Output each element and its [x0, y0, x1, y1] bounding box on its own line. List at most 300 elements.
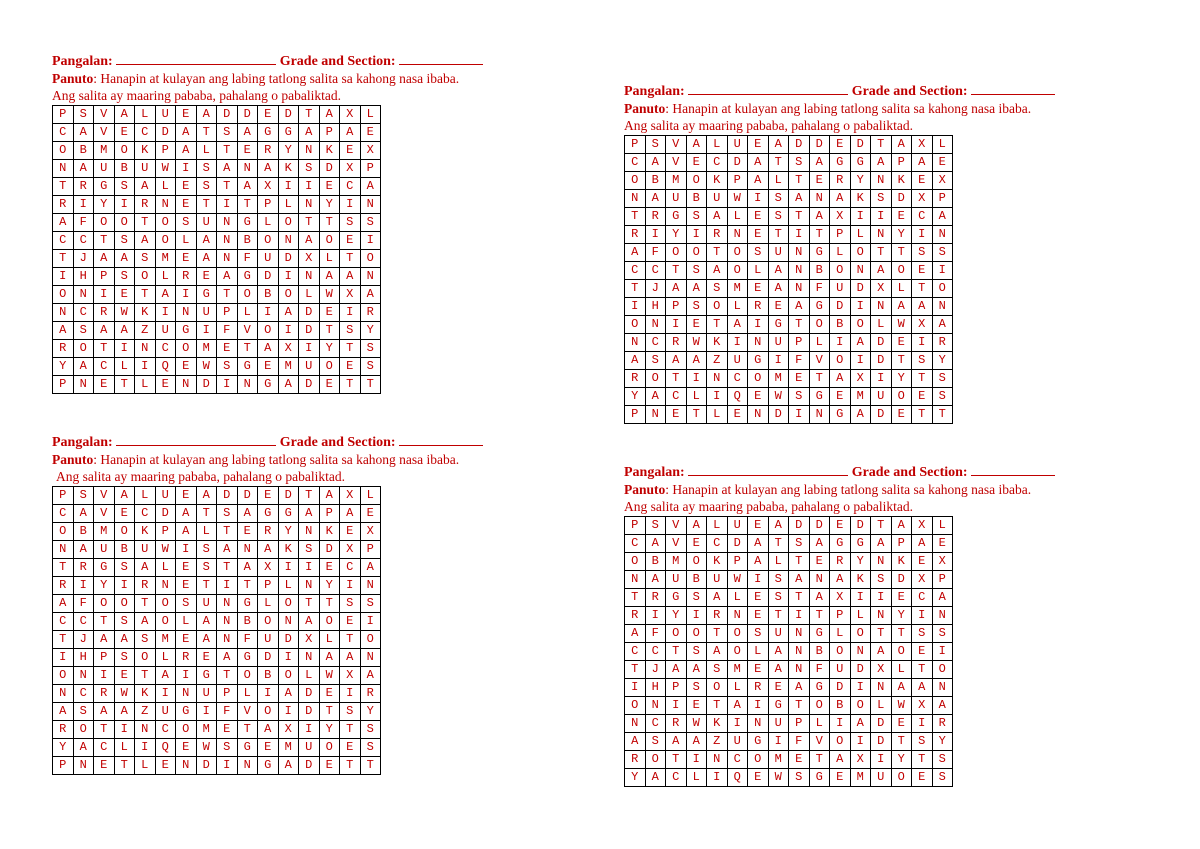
grid-cell[interactable]: F — [217, 703, 238, 721]
grid-cell[interactable]: E — [686, 535, 707, 553]
grid-cell[interactable]: O — [830, 643, 851, 661]
grid-cell[interactable]: T — [912, 406, 933, 424]
grid-cell[interactable]: T — [299, 595, 320, 613]
grid-cell[interactable]: E — [217, 340, 238, 358]
grid-cell[interactable]: E — [94, 376, 115, 394]
grid-cell[interactable]: T — [891, 733, 912, 751]
grid-cell[interactable]: A — [176, 523, 197, 541]
grid-cell[interactable]: K — [135, 523, 156, 541]
grid-cell[interactable]: G — [278, 124, 299, 142]
grid-cell[interactable]: N — [850, 643, 871, 661]
grid-cell[interactable]: X — [912, 316, 933, 334]
grid-cell[interactable]: A — [912, 535, 933, 553]
grid-cell[interactable]: O — [114, 595, 135, 613]
grid-cell[interactable]: S — [114, 559, 135, 577]
grid-cell[interactable]: A — [114, 631, 135, 649]
grid-cell[interactable]: C — [53, 124, 74, 142]
grid-cell[interactable]: Y — [891, 226, 912, 244]
grid-cell[interactable]: L — [196, 523, 217, 541]
grid-cell[interactable]: R — [830, 172, 851, 190]
grid-cell[interactable]: I — [850, 208, 871, 226]
grid-cell[interactable]: S — [196, 559, 217, 577]
grid-cell[interactable]: I — [278, 559, 299, 577]
grid-cell[interactable]: S — [73, 487, 94, 505]
grid-cell[interactable]: I — [53, 649, 74, 667]
grid-cell[interactable]: F — [237, 250, 258, 268]
grid-cell[interactable]: S — [871, 571, 892, 589]
grid-cell[interactable]: T — [891, 352, 912, 370]
grid-cell[interactable]: I — [625, 298, 646, 316]
grid-cell[interactable]: E — [686, 154, 707, 172]
grid-cell[interactable]: A — [625, 733, 646, 751]
grid-cell[interactable]: G — [830, 154, 851, 172]
grid-cell[interactable]: N — [871, 607, 892, 625]
grid-cell[interactable]: A — [217, 541, 238, 559]
grid-cell[interactable]: D — [319, 160, 340, 178]
grid-cell[interactable]: O — [258, 232, 279, 250]
grid-cell[interactable]: I — [645, 226, 666, 244]
grid-cell[interactable]: V — [666, 136, 687, 154]
grid-cell[interactable]: O — [114, 142, 135, 160]
grid-cell[interactable]: G — [666, 208, 687, 226]
grid-cell[interactable]: L — [768, 553, 789, 571]
grid-cell[interactable]: A — [891, 517, 912, 535]
grid-cell[interactable]: C — [73, 232, 94, 250]
grid-cell[interactable]: E — [196, 649, 217, 667]
grid-cell[interactable]: N — [217, 250, 238, 268]
grid-cell[interactable]: L — [319, 250, 340, 268]
grid-cell[interactable]: Y — [625, 769, 646, 787]
grid-cell[interactable]: E — [912, 388, 933, 406]
grid-cell[interactable]: N — [299, 649, 320, 667]
grid-cell[interactable]: A — [237, 124, 258, 142]
grid-cell[interactable]: S — [73, 322, 94, 340]
grid-cell[interactable]: O — [258, 613, 279, 631]
grid-cell[interactable]: E — [258, 739, 279, 757]
grid-cell[interactable]: D — [299, 757, 320, 775]
grid-cell[interactable]: E — [360, 505, 381, 523]
grid-cell[interactable]: Z — [135, 322, 156, 340]
grid-cell[interactable]: L — [155, 559, 176, 577]
grid-cell[interactable]: O — [666, 625, 687, 643]
grid-cell[interactable]: S — [912, 244, 933, 262]
grid-cell[interactable]: G — [748, 733, 769, 751]
grid-cell[interactable]: T — [217, 286, 238, 304]
grid-cell[interactable]: G — [237, 649, 258, 667]
grid-cell[interactable]: I — [217, 577, 238, 595]
grid-cell[interactable]: A — [625, 625, 646, 643]
grid-cell[interactable]: I — [360, 613, 381, 631]
grid-cell[interactable]: A — [237, 505, 258, 523]
grid-cell[interactable]: N — [932, 226, 953, 244]
grid-cell[interactable]: A — [789, 571, 810, 589]
grid-cell[interactable]: P — [666, 298, 687, 316]
grid-cell[interactable]: E — [196, 268, 217, 286]
grid-cell[interactable]: T — [135, 286, 156, 304]
grid-cell[interactable]: X — [278, 721, 299, 739]
grid-cell[interactable]: T — [686, 406, 707, 424]
grid-cell[interactable]: A — [196, 487, 217, 505]
grid-cell[interactable]: S — [686, 208, 707, 226]
grid-cell[interactable]: T — [871, 625, 892, 643]
grid-cell[interactable]: V — [237, 703, 258, 721]
grid-cell[interactable]: I — [278, 322, 299, 340]
grid-cell[interactable]: A — [114, 250, 135, 268]
grid-cell[interactable]: O — [686, 553, 707, 571]
grid-cell[interactable]: D — [319, 541, 340, 559]
grid-cell[interactable]: X — [340, 106, 361, 124]
grid-cell[interactable]: E — [686, 316, 707, 334]
grid-cell[interactable]: E — [340, 613, 361, 631]
grid-cell[interactable]: M — [666, 172, 687, 190]
grid-cell[interactable]: A — [748, 553, 769, 571]
grid-cell[interactable]: U — [727, 136, 748, 154]
grid-cell[interactable]: D — [809, 136, 830, 154]
grid-cell[interactable]: C — [155, 340, 176, 358]
grid-cell[interactable]: I — [94, 667, 115, 685]
grid-cell[interactable]: U — [155, 106, 176, 124]
grid-cell[interactable]: T — [871, 517, 892, 535]
grid-cell[interactable]: J — [73, 250, 94, 268]
grid-cell[interactable]: D — [258, 268, 279, 286]
grid-cell[interactable]: W — [319, 286, 340, 304]
grid-cell[interactable]: I — [135, 739, 156, 757]
grid-cell[interactable]: Y — [53, 739, 74, 757]
grid-cell[interactable]: D — [727, 154, 748, 172]
grid-cell[interactable]: R — [645, 208, 666, 226]
grid-cell[interactable]: W — [196, 358, 217, 376]
grid-cell[interactable]: G — [809, 679, 830, 697]
grid-cell[interactable]: R — [666, 334, 687, 352]
grid-cell[interactable]: I — [114, 340, 135, 358]
grid-cell[interactable]: L — [299, 286, 320, 304]
grid-cell[interactable]: C — [53, 613, 74, 631]
grid-cell[interactable]: I — [789, 406, 810, 424]
grid-cell[interactable]: N — [789, 643, 810, 661]
grid-cell[interactable]: F — [237, 631, 258, 649]
grid-cell[interactable]: O — [53, 523, 74, 541]
grid-cell[interactable]: R — [645, 589, 666, 607]
grid-cell[interactable]: E — [217, 721, 238, 739]
grid-cell[interactable]: A — [850, 406, 871, 424]
grid-cell[interactable]: R — [135, 196, 156, 214]
grid-cell[interactable]: G — [850, 154, 871, 172]
grid-cell[interactable]: E — [748, 136, 769, 154]
grid-cell[interactable]: P — [155, 142, 176, 160]
grid-cell[interactable]: T — [912, 751, 933, 769]
grid-cell[interactable]: M — [768, 751, 789, 769]
grid-cell[interactable]: M — [196, 721, 217, 739]
grid-cell[interactable]: A — [94, 322, 115, 340]
grid-cell[interactable]: B — [237, 232, 258, 250]
grid-cell[interactable]: U — [94, 160, 115, 178]
grid-cell[interactable]: W — [686, 334, 707, 352]
grid-cell[interactable]: E — [340, 142, 361, 160]
grid-cell[interactable]: A — [114, 703, 135, 721]
grid-cell[interactable]: A — [176, 124, 197, 142]
grid-cell[interactable]: E — [319, 376, 340, 394]
grid-cell[interactable]: I — [53, 268, 74, 286]
grid-cell[interactable]: J — [645, 661, 666, 679]
grid-cell[interactable]: N — [645, 316, 666, 334]
grid-cell[interactable]: S — [932, 769, 953, 787]
grid-cell[interactable]: A — [830, 571, 851, 589]
grid-cell[interactable]: C — [645, 262, 666, 280]
grid-cell[interactable]: A — [686, 352, 707, 370]
grid-cell[interactable]: I — [912, 715, 933, 733]
grid-cell[interactable]: P — [830, 607, 851, 625]
grid-cell[interactable]: L — [871, 316, 892, 334]
grid-cell[interactable]: O — [319, 358, 340, 376]
grid-cell[interactable]: A — [850, 715, 871, 733]
grid-cell[interactable]: N — [176, 685, 197, 703]
grid-cell[interactable]: G — [94, 178, 115, 196]
grid-cell[interactable]: U — [196, 595, 217, 613]
grid-cell[interactable]: O — [278, 214, 299, 232]
grid-cell[interactable]: A — [645, 769, 666, 787]
grid-cell[interactable]: D — [789, 136, 810, 154]
grid-cell[interactable]: A — [912, 154, 933, 172]
grid-cell[interactable]: T — [196, 124, 217, 142]
grid-cell[interactable]: I — [850, 679, 871, 697]
grid-cell[interactable]: U — [871, 769, 892, 787]
grid-cell[interactable]: R — [625, 226, 646, 244]
grid-cell[interactable]: A — [135, 178, 156, 196]
grid-cell[interactable]: O — [625, 172, 646, 190]
grid-cell[interactable]: U — [94, 541, 115, 559]
grid-cell[interactable]: E — [319, 178, 340, 196]
grid-cell[interactable]: I — [727, 715, 748, 733]
grid-cell[interactable]: A — [891, 679, 912, 697]
grid-cell[interactable]: R — [176, 649, 197, 667]
grid-cell[interactable]: S — [360, 340, 381, 358]
grid-cell[interactable]: O — [891, 262, 912, 280]
grid-cell[interactable]: I — [850, 733, 871, 751]
grid-cell[interactable]: P — [94, 268, 115, 286]
grid-cell[interactable]: S — [217, 739, 238, 757]
grid-cell[interactable]: L — [686, 388, 707, 406]
grid-cell[interactable]: S — [912, 733, 933, 751]
grid-cell[interactable]: T — [340, 250, 361, 268]
grid-cell[interactable]: E — [666, 406, 687, 424]
grid-cell[interactable]: T — [789, 316, 810, 334]
grid-cell[interactable]: T — [625, 589, 646, 607]
grid-cell[interactable]: D — [871, 733, 892, 751]
grid-cell[interactable]: K — [707, 334, 728, 352]
grid-cell[interactable]: S — [340, 214, 361, 232]
grid-cell[interactable]: N — [237, 160, 258, 178]
grid-cell[interactable]: A — [340, 268, 361, 286]
grid-cell[interactable]: X — [912, 190, 933, 208]
grid-cell[interactable]: A — [686, 517, 707, 535]
grid-cell[interactable]: R — [625, 370, 646, 388]
grid-cell[interactable]: P — [625, 406, 646, 424]
grid-cell[interactable]: E — [912, 172, 933, 190]
grid-cell[interactable]: I — [340, 196, 361, 214]
grid-cell[interactable]: O — [155, 232, 176, 250]
grid-cell[interactable]: L — [748, 643, 769, 661]
grid-cell[interactable]: S — [217, 358, 238, 376]
grid-cell[interactable]: E — [912, 553, 933, 571]
grid-cell[interactable]: P — [360, 160, 381, 178]
grid-cell[interactable]: I — [278, 703, 299, 721]
grid-cell[interactable]: I — [748, 190, 769, 208]
grid-cell[interactable]: A — [360, 559, 381, 577]
grid-cell[interactable]: I — [155, 685, 176, 703]
grid-cell[interactable]: R — [73, 178, 94, 196]
grid-cell[interactable]: P — [258, 196, 279, 214]
grid-cell[interactable]: F — [217, 322, 238, 340]
grid-cell[interactable]: T — [912, 280, 933, 298]
grid-cell[interactable]: A — [114, 322, 135, 340]
grid-cell[interactable]: M — [850, 769, 871, 787]
grid-cell[interactable]: N — [727, 607, 748, 625]
grid-cell[interactable]: A — [768, 136, 789, 154]
grid-cell[interactable]: T — [932, 406, 953, 424]
grid-cell[interactable]: N — [217, 232, 238, 250]
grid-cell[interactable]: X — [830, 589, 851, 607]
grid-cell[interactable]: C — [155, 721, 176, 739]
grid-cell[interactable]: A — [727, 697, 748, 715]
grid-cell[interactable]: A — [932, 208, 953, 226]
grid-cell[interactable]: P — [625, 136, 646, 154]
grid-cell[interactable]: G — [237, 358, 258, 376]
grid-cell[interactable]: X — [830, 208, 851, 226]
grid-cell[interactable]: A — [319, 487, 340, 505]
grid-cell[interactable]: I — [340, 685, 361, 703]
grid-cell[interactable]: I — [686, 607, 707, 625]
grid-cell[interactable]: I — [278, 268, 299, 286]
grid-cell[interactable]: T — [299, 106, 320, 124]
grid-cell[interactable]: M — [727, 661, 748, 679]
grid-cell[interactable]: Y — [850, 172, 871, 190]
grid-cell[interactable]: P — [727, 172, 748, 190]
grid-cell[interactable]: E — [809, 172, 830, 190]
grid-cell[interactable]: G — [176, 703, 197, 721]
grid-cell[interactable]: X — [871, 280, 892, 298]
grid-cell[interactable]: L — [891, 661, 912, 679]
grid-cell[interactable]: E — [748, 388, 769, 406]
grid-cell[interactable]: S — [768, 190, 789, 208]
grid-cell[interactable]: A — [319, 106, 340, 124]
grid-cell[interactable]: R — [625, 751, 646, 769]
grid-cell[interactable]: M — [850, 388, 871, 406]
grid-cell[interactable]: N — [625, 571, 646, 589]
grid-cell[interactable]: H — [73, 268, 94, 286]
grid-cell[interactable]: I — [789, 607, 810, 625]
grid-cell[interactable]: R — [94, 685, 115, 703]
grid-cell[interactable]: E — [912, 643, 933, 661]
grid-cell[interactable]: L — [809, 715, 830, 733]
grid-cell[interactable]: B — [686, 190, 707, 208]
grid-cell[interactable]: D — [217, 487, 238, 505]
grid-cell[interactable]: T — [809, 751, 830, 769]
grid-cell[interactable]: E — [319, 559, 340, 577]
grid-cell[interactable]: A — [94, 703, 115, 721]
grid-cell[interactable]: E — [237, 142, 258, 160]
grid-cell[interactable]: M — [155, 250, 176, 268]
grid-cell[interactable]: L — [278, 577, 299, 595]
grid-cell[interactable]: E — [176, 739, 197, 757]
grid-cell[interactable]: L — [176, 232, 197, 250]
grid-cell[interactable]: B — [830, 316, 851, 334]
grid-cell[interactable]: A — [871, 643, 892, 661]
grid-cell[interactable]: X — [871, 661, 892, 679]
grid-cell[interactable]: R — [135, 577, 156, 595]
grid-cell[interactable]: E — [176, 631, 197, 649]
grid-cell[interactable]: X — [299, 250, 320, 268]
grid-cell[interactable]: O — [809, 316, 830, 334]
grid-cell[interactable]: G — [94, 559, 115, 577]
grid-cell[interactable]: D — [768, 406, 789, 424]
grid-cell[interactable]: S — [789, 154, 810, 172]
grid-cell[interactable]: E — [237, 523, 258, 541]
grid-cell[interactable]: S — [748, 625, 769, 643]
grid-cell[interactable]: A — [748, 172, 769, 190]
grid-cell[interactable]: O — [258, 703, 279, 721]
grid-cell[interactable]: T — [319, 214, 340, 232]
grid-cell[interactable]: R — [176, 268, 197, 286]
grid-cell[interactable]: S — [299, 541, 320, 559]
grid-cell[interactable]: S — [114, 613, 135, 631]
grid-cell[interactable]: U — [727, 352, 748, 370]
grid-cell[interactable]: E — [932, 535, 953, 553]
grid-cell[interactable]: N — [727, 226, 748, 244]
grid-cell[interactable]: E — [114, 124, 135, 142]
grid-cell[interactable]: C — [727, 751, 748, 769]
grid-cell[interactable]: T — [217, 178, 238, 196]
grid-cell[interactable]: I — [217, 757, 238, 775]
grid-cell[interactable]: A — [73, 358, 94, 376]
grid-cell[interactable]: A — [196, 631, 217, 649]
grid-cell[interactable]: N — [299, 142, 320, 160]
grid-cell[interactable]: I — [768, 352, 789, 370]
grid-cell[interactable]: L — [196, 142, 217, 160]
grid-cell[interactable]: L — [932, 517, 953, 535]
grid-cell[interactable]: Y — [932, 733, 953, 751]
grid-cell[interactable]: L — [360, 487, 381, 505]
grid-cell[interactable]: L — [114, 358, 135, 376]
grid-cell[interactable]: N — [850, 262, 871, 280]
grid-cell[interactable]: L — [319, 631, 340, 649]
grid-cell[interactable]: T — [768, 607, 789, 625]
grid-cell[interactable]: T — [53, 631, 74, 649]
grid-cell[interactable]: R — [932, 715, 953, 733]
grid-cell[interactable]: C — [912, 589, 933, 607]
grid-cell[interactable]: A — [809, 208, 830, 226]
grid-cell[interactable]: G — [830, 535, 851, 553]
grid-cell[interactable]: L — [727, 589, 748, 607]
grid-cell[interactable]: Y — [891, 751, 912, 769]
grid-cell[interactable]: E — [340, 523, 361, 541]
grid-cell[interactable]: O — [850, 625, 871, 643]
grid-cell[interactable]: T — [114, 376, 135, 394]
grid-cell[interactable]: S — [789, 388, 810, 406]
grid-cell[interactable]: E — [686, 697, 707, 715]
grid-cell[interactable]: B — [237, 613, 258, 631]
grid-cell[interactable]: N — [809, 406, 830, 424]
grid-cell[interactable]: A — [258, 721, 279, 739]
grid-cell[interactable]: A — [176, 142, 197, 160]
grid-cell[interactable]: R — [258, 523, 279, 541]
grid-cell[interactable]: L — [748, 262, 769, 280]
grid-cell[interactable]: P — [789, 334, 810, 352]
grid-cell[interactable]: P — [319, 124, 340, 142]
grid-cell[interactable]: T — [891, 244, 912, 262]
grid-cell[interactable]: P — [625, 517, 646, 535]
grid-cell[interactable]: X — [258, 559, 279, 577]
grid-cell[interactable]: C — [94, 739, 115, 757]
